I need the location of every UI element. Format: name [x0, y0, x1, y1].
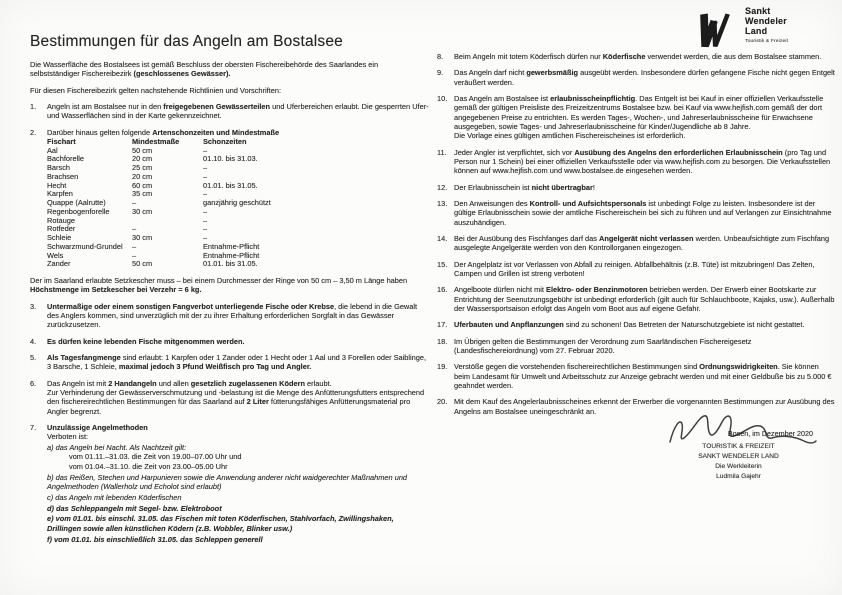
- list-item-19: [437, 362, 835, 390]
- item-text: Verboten ist:: [47, 432, 89, 442]
- signature-name: Ludmila Gajehr: [716, 472, 761, 480]
- list-item-1: [30, 102, 429, 121]
- item-number: 9.: [437, 68, 444, 78]
- fish-size-table: [47, 138, 377, 269]
- item-text: Den Anweisungen des Kontroll- und Aufsichtspersonals ist unbedingt Folge zu leisten. Insbesondere ist der gültige Erlaubnisschein sowie der amtliche Fischereischein bei sich zu führen und auf Verlangen zur Einsichtnahme auszuhändigen.: [454, 198, 832, 227]
- table-row: Schleie 30 cm –: [47, 233, 208, 243]
- list-item-9: [437, 68, 835, 87]
- item-number: 16.: [437, 285, 448, 295]
- night-time-rule-1: vom 01.11.–31.03. die Zeit von 19.00–07.00 Uhr und: [69, 452, 242, 462]
- list-item-2: [30, 128, 429, 269]
- list-item-11: [437, 148, 835, 176]
- sub-item-d: d) das Schleppangeln mit Segel- bzw. Elektroboot: [47, 503, 222, 513]
- item-text: Die Vorlage eines gültigen amtlichen Fischereischeines ist erforderlich.: [454, 131, 686, 141]
- item-number: 12.: [437, 182, 448, 192]
- item-number: 7.: [30, 422, 37, 432]
- table-row: Zander 50 cm 01.01. bis 31.05.: [47, 259, 258, 269]
- list-item-14: [437, 234, 835, 253]
- list-item-20: [437, 397, 835, 416]
- item-text: Das Angeln darf nicht gewerbsmäßig ausgeübt werden. Insbesondere dürfen gefangene Fische nicht gegen Entgelt veräußert werden.: [454, 68, 835, 87]
- signature-org-line-1: TOURISTIK & FREIZEIT: [702, 442, 775, 450]
- item-number: 4.: [30, 336, 37, 346]
- logo-line-1: Sankt: [745, 6, 771, 16]
- list-item-8: [437, 52, 835, 61]
- list-item-15: [437, 260, 835, 279]
- table-row: Karpfen 35 cm –: [47, 189, 208, 199]
- page-title: Bestimmungen für das Angeln am Bostalsee: [30, 33, 344, 50]
- table-header-row: [47, 138, 377, 147]
- list-item-16: [437, 285, 835, 313]
- table-row: Barsch 25 cm –: [47, 163, 208, 173]
- signature-org-line-2: SANKT WENDELER LAND: [698, 452, 779, 460]
- item-number: 15.: [437, 259, 448, 269]
- item-number: 19.: [437, 362, 448, 372]
- item-number: 10.: [437, 93, 448, 103]
- item-number: 8.: [437, 52, 444, 61]
- sub-item-a: a) das Angeln bei Nacht. Als Nachtzeit gilt:: [47, 443, 187, 453]
- list-item-10: [437, 94, 835, 141]
- left-column: [30, 60, 429, 551]
- item-text: Das Angeln ist mit 2 Handangeln und allen gesetzlich zugelassenen Ködern erlaubt.: [47, 378, 332, 388]
- item-number: 20.: [437, 397, 448, 407]
- logo-line-2: Wendeler: [745, 15, 787, 26]
- list-item-6: [30, 379, 429, 416]
- table-row: Aal 50 cm –: [47, 145, 208, 155]
- item-text: Mit dem Kauf des Angelerlaubnisscheines erkennt der Erwerber die vorgenannten Bestimmungen zur Ausübung des Angelns am Bostalsee uneingeschränkt an.: [454, 397, 835, 416]
- sub-item-b: b) das Reißen, Stechen und Harpunieren sowie die Anwendung anderer nicht waidgerechter Maßnahmen und Angelmethoden (Wallerholz und Echolot sind erlaubt): [47, 472, 408, 491]
- list-item-3: [30, 302, 429, 330]
- signature-block: [656, 442, 821, 482]
- list-item-7: [30, 423, 429, 544]
- item-text: Jeder Angler ist verpflichtet, sich vor Ausübung des Angelns den erforderlichen Erlaubnisschein (pro Tag und Person nur 1 Schein) bei einer offiziellen Verkaufsstelle oder via www.hejfish.com zu besorgen. Die Verkaufsstellen können auf www.hejfish.com und www.bostalsee.de eingesehen werden.: [454, 147, 831, 176]
- item-number: 14.: [437, 233, 448, 243]
- sub-item-e: e) vom 01.01. bis einschl. 31.05. das Fischen mit toten Köderfischen, Stahlvorfach, Zwillingshaken, Drillingen sowie allen künstlichen Ködern (z.B. Wobbler, Blinker usw.): [47, 514, 394, 533]
- item-text: Der Erlaubnisschein ist nicht übertragbar!: [454, 182, 595, 192]
- setzkescher-paragraph: Der im Saarland erlaubte Setzkescher muss – bei einem Durchmesser der Ringe von 50 cm – 3,50 m Länge haben Höchstmenge im Setzkescher bei Verzehr = 6 kg.: [30, 275, 408, 295]
- item-number: 3.: [30, 301, 37, 311]
- item-text: Das Angeln am Bostalsee ist erlaubnisscheinpflichtig. Das Entgelt ist bei Kauf in einer offiziellen Verkaufsstelle gemäß der gültigen Preisliste des Freizeitzentrums Bostalsee bzw. bei Kauf via www.hejfish.com gemäß der dort angegebenen Preise zu entrichten. Es werden Tages-, Wochen-, und Jahreserlaubnisscheine für Erwachsene ausgegeben, sowie Tages- und Jahreserlaubnisscheine für Kinder/Jugendliche ab 8 Jahre.: [454, 93, 824, 131]
- item-text: Bei der Ausübung des Fischfanges darf das Angelgerät nicht verlassen werden. Unbeaufsichtigte zum Fischfang ausgelegte Angelgeräte werden von den Kontrollorganen eingezogen.: [454, 233, 830, 253]
- table-row: Rotfeder – –: [47, 224, 208, 234]
- item-text: Zur Verhinderung der Gewässerverschmutzung und -belastung ist die Menge des Anfütterungsfutters entsprechend den fischereirechtlichen Bestimmungen für das Saarland auf 2 Liter fütterungsfähiges Anfütterungsmaterial pro Angler begrenzt.: [47, 387, 425, 416]
- list-item-12: [437, 183, 835, 192]
- item-text: Im Übrigen gelten die Bestimmungen der Verordnung zum Saarländischen Fischereigesetz (Landesfischereiordnung) vom 27. Februar 2020.: [454, 336, 752, 355]
- sub-item-f: f) vom 01.01. bis einschließlich 31.05. das Schleppen generell: [47, 534, 263, 544]
- table-row: Bachforelle 20 cm 01.10. bis 31.03.: [47, 154, 258, 164]
- logo-line-3: Land: [745, 25, 768, 36]
- col-header-fischart: Fischart: [47, 136, 76, 146]
- item-text: Untermaßige oder einem sonstigen Fangverbot unterliegende Fische oder Krebse, die lebend in die Gewalt des Anglers kommen, sind unverzüglich mit der zu ihrer Erhaltung erforderlichen Sorgfalt in das Gewässer zurückzusetzen.: [47, 301, 418, 330]
- signature-role: Die Werkleiterin: [715, 462, 762, 470]
- item-text: Angelboote dürfen nicht mit Elektro- oder Benzinmotoren betrieben werden. Der Erwerb einer Bootskarte zur Entrichtung der Seenutzungsgebühr ist unbedingt erforderlich (gilt auch für Schlauchboote, Kajaks, usw.). Außerhalb der Wassersportsaison erfolgt das Angeln vom Boot aus auf eigene Gefahr.: [454, 285, 835, 313]
- sub-item-c: c) das Angeln mit lebenden Köderfischen: [47, 492, 182, 502]
- date-place-line: Bosen, im Dezember 2020: [727, 428, 813, 438]
- list-item-5: [30, 353, 429, 372]
- item-text: Angeln ist am Bostalsee nur in den freigegebenen Gewässerteilen und Uferbereichen erlaubt. Die gesperrten Ufer- und Wasserflächen sind in der Karte gekennzeichnet.: [47, 101, 429, 121]
- brush-w-logo-icon: [693, 7, 737, 55]
- right-column: [437, 52, 835, 481]
- item-number: 11.: [437, 147, 447, 157]
- night-time-rule-2: vom 01.04.–31.10. die Zeit von 23.00–05.00 Uhr: [69, 461, 228, 471]
- item-number: 2.: [30, 127, 37, 137]
- logo-subtitle: Touristik & Freizeit: [745, 38, 789, 44]
- item-text: Beim Angeln mit totem Köderfisch dürfen nur Köderfische verwendet werden, die aus dem Bostalsee stammen.: [454, 52, 822, 61]
- table-row: Wels – Entnahme-Pflicht: [47, 250, 260, 260]
- list-item-4: [30, 337, 429, 346]
- item-text: Verstöße gegen die vorstehenden fischereirechtlichen Bestimmungen sind Ordnungswidrigkeiten. Sie können beim Landesamt für Umwelt und Arbeitsschutz zur Anzeige gebracht werden und mit einer Geldbuße bis zu 5.000 € geahndet werden.: [454, 362, 832, 390]
- intro-paragraph-1: Die Wasserfläche des Bostalsees ist gemäß Beschluss der obersten Fischereibehörde des Saarlandes ein selbstständiger Fischereibezirk (geschlossenes Gewässer).: [30, 60, 379, 79]
- item-text: Es dürfen keine lebenden Fische mitgenommen werden.: [47, 336, 245, 346]
- item-number: 13.: [437, 198, 448, 208]
- table-row: Rotauge –: [47, 215, 208, 225]
- sankt-wendeler-land-logo: [693, 7, 788, 55]
- table-row: Schwarzmund-Grundel – Entnahme-Pflicht: [47, 241, 260, 251]
- table-row: Regenbogenforelle 30 cm –: [47, 206, 208, 216]
- item-text: Uferbauten und Anpflanzungen sind zu schonen! Das Betreten der Naturschutzgebiete ist nicht gestattet.: [454, 320, 805, 330]
- item-heading: Unzulässige Angelmethoden: [47, 422, 148, 432]
- item-number: 5.: [30, 352, 37, 362]
- table-row: Quappe (Aalrutte) – ganzjährig geschützt: [47, 198, 271, 208]
- item-text: Als Tagesfangmenge sind erlaubt: 1 Karpfen oder 1 Zander oder 1 Hecht oder 1 Aal und 3 Forellen oder Saiblinge, 3 Barsche, 1 Schleie, maximal jedoch 3 Pfund Weißfisch pro Tag und Angler.: [47, 352, 427, 372]
- table-row: Brachsen 20 cm –: [47, 171, 208, 181]
- item-number: 1.: [30, 101, 37, 111]
- item-text: Der Angelplatz ist vor Verlassen von Abfall zu reinigen. Abfallbehältnis (z.B. Tüte) ist mitzubringen! Das Zelten, Campen und Grillen ist streng verboten!: [454, 259, 815, 278]
- intro-paragraph-2: Für diesen Fischereibezirk gelten nachstehende Richtlinien und Vorschriften:: [30, 85, 282, 95]
- col-header-schonzeiten: Schonzeiten: [203, 136, 247, 146]
- item-number: 17.: [437, 320, 448, 330]
- list-item-17: [437, 320, 835, 329]
- item-number: 18.: [437, 336, 448, 346]
- col-header-mindestmasse: Mindestmaße: [132, 136, 180, 146]
- list-item-18: [437, 337, 835, 356]
- item-number: 6.: [30, 378, 37, 388]
- table-row: Hecht 60 cm 01.01. bis 31.05.: [47, 180, 258, 190]
- list-item-13: [437, 199, 835, 227]
- logo-text: [745, 7, 788, 44]
- item-text: Darüber hinaus gelten folgende Artenschonzeiten und Mindestmaße: [47, 127, 280, 137]
